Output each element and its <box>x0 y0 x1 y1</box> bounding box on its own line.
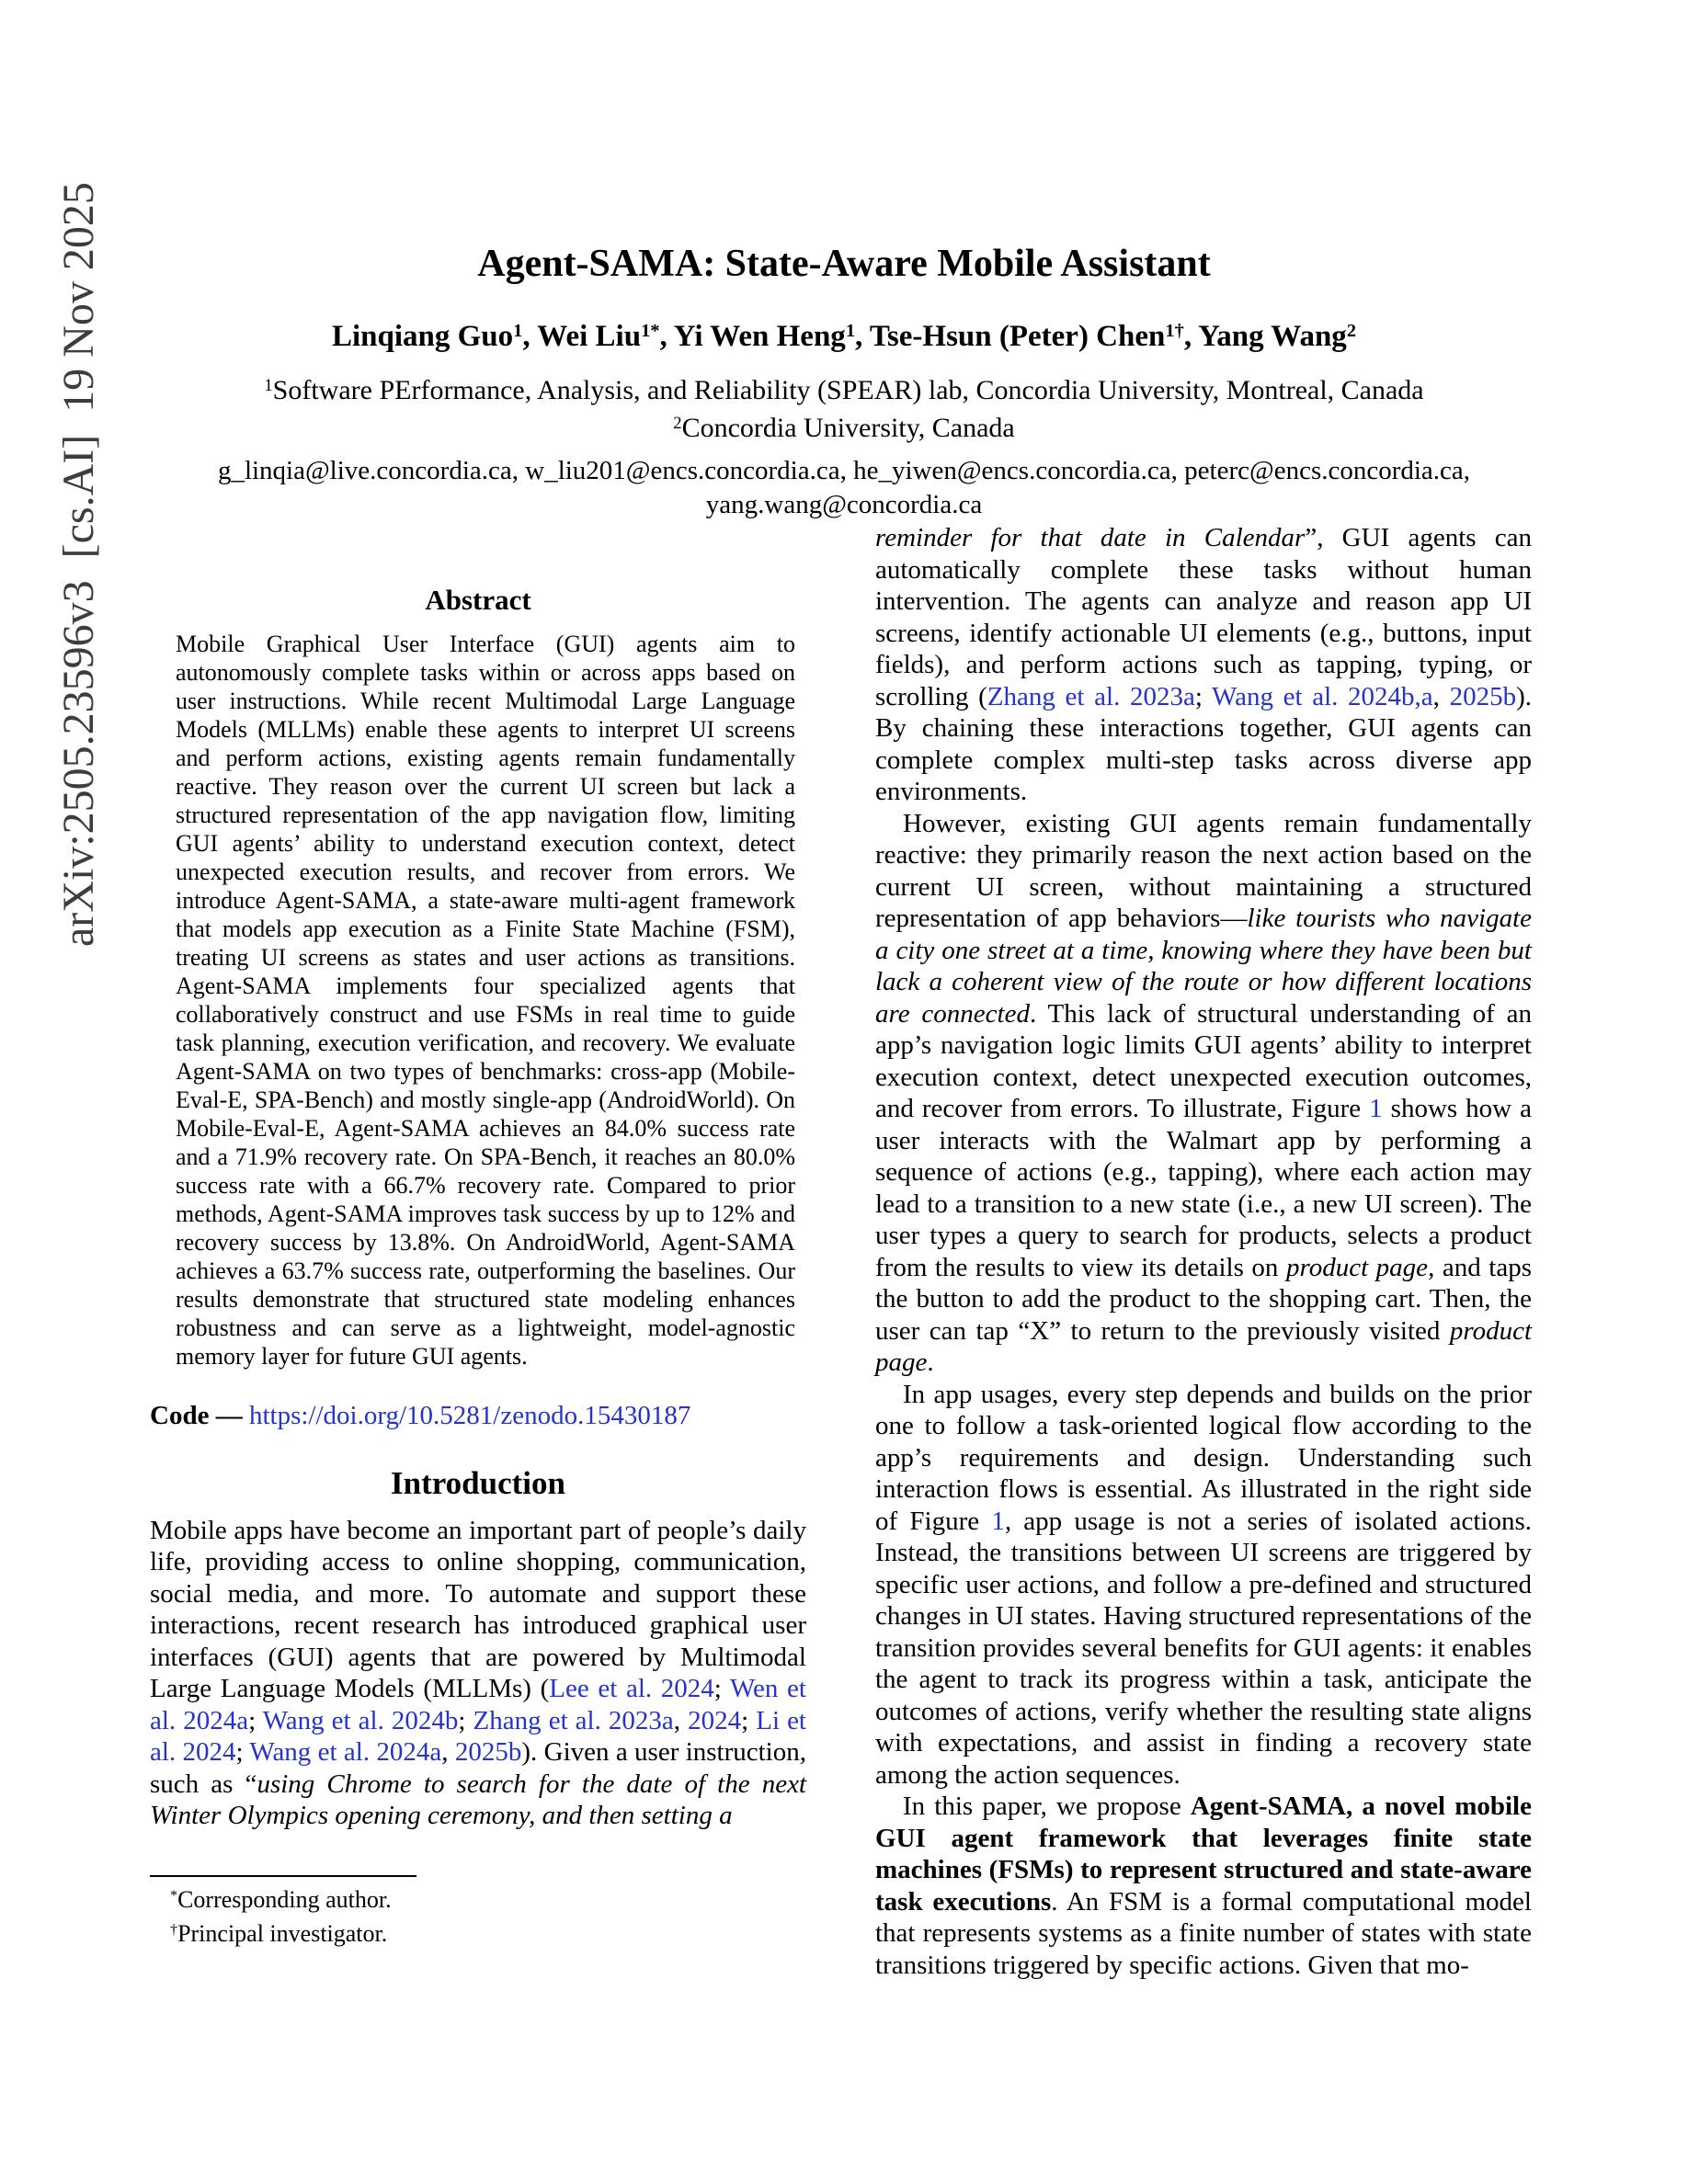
text-segment: Corresponding author. <box>177 1886 392 1913</box>
footnote-block <box>150 1875 806 1952</box>
text-segment: In app usages, every step depends and builds on the prior one to follow a task-oriented logical flow according to the app’s requirements and design. Understanding such interaction flows is essential. As illustrated in the right side of Figure <box>875 1379 1532 1536</box>
paper-title: Agent-SAMA: State-Aware Mobile Assistant <box>477 243 1211 285</box>
text-segment: Linqiang Guo <box>331 320 514 353</box>
abstract-text: Mobile Graphical User Interface (GUI) agents aim to autonomously complete tasks within or across apps based on user instructions. While recent Multimodal Large Language Models (MLLMs) enable these agents to interpret UI screens and perform actions, existing agents remain fundamentally reactive. They reason over the current UI screen but lack a structured representation of the app navigation flow, limiting GUI agents’ ability to understand execution context, detect unexpected execution results, and recover from errors. We introduce Agent-SAMA, a state-aware multi-agent framework that models app execution as a Finite State Machine (FSM), treating UI screens as states and user actions as transitions. Agent-SAMA implements four specialized agents that collaboratively construct and use FSMs in real time to guide task planning, execution verification, and recovery. We evaluate Agent-SAMA on two types of benchmarks: cross-app (Mobile-Eval-E, SPA-Bench) and mostly single-app (AndroidWorld). On Mobile-Eval-E, Agent-SAMA achieves an 84.0% success rate and a 71.9% recovery rate. On SPA-Bench, it reaches an 80.0% success rate with a 66.7% recovery rate. Compared to prior methods, Agent-SAMA improves task success by up to 12% and recovery success by 13.8%. On AndroidWorld, Agent-SAMA achieves a 63.7% success rate, outperforming the baselines. Our results demonstrate that structured state modeling enhances robustness and can serve as a lightweight, model-agnostic memory layer for future GUI agents. <box>176 630 795 1370</box>
text-segment: * <box>170 1888 178 1905</box>
text-segment: However, existing GUI agents remain fundamentally reactive: they primarily reason the next action based on the current UI screen, without maintaining a structured representation of app behaviors— <box>875 808 1532 933</box>
text-segment: 1 <box>845 321 856 342</box>
text-segment: 1 <box>513 321 523 342</box>
text-segment: ; <box>1194 681 1213 711</box>
paper-header <box>0 241 1688 522</box>
text-segment: Software PErformance, Analysis, and Reliability (SPEAR) lab, Concordia University, Montreal, Canada <box>272 375 1424 405</box>
introduction-heading: Introduction <box>391 1465 565 1501</box>
text-segment: ; <box>741 1705 757 1735</box>
text-segment: , app usage is not a series of isolated actions. Instead, the transitions between UI screens are triggered by specific user actions, and follow a pre-defined and structured changes in UI states. Having structured representations of the transition provides several benefits for GUI agents: it enables the agent to track its progress within a task, anticipate the outcomes of actions, verify whether the resulting state aligns with expectations, and assist in finding a recovery state among the action sequences. <box>875 1506 1532 1790</box>
text-segment: using Chrome to search for the date of the next Winter Olympics opening ceremony, and then setting a <box>150 1769 807 1830</box>
text-segment: , <box>441 1737 455 1767</box>
emails-line-2: yang.wang@concordia.ca <box>705 490 983 519</box>
text-segment: , Yang Wang <box>1183 320 1347 353</box>
link[interactable]: 2024 <box>688 1705 742 1735</box>
footnote-corresponding-author <box>150 1884 806 1918</box>
text-segment: like tourists who navigate a city one street at a time, knowing where they have been but lack a coherent view of the route or how different locations are connected <box>875 904 1532 1029</box>
text-segment: reminder for that date in Calendar <box>875 523 1306 552</box>
link[interactable]: 2025b <box>1449 681 1517 711</box>
link[interactable]: 1 <box>991 1506 1005 1536</box>
text-segment: Concordia University, Canada <box>681 413 1015 443</box>
left-column <box>150 585 806 1832</box>
text-segment: , and taps the button to add the product to the shopping cart. Then, the user can tap “X” to return to the previously visited <box>875 1252 1533 1346</box>
text-segment: † <box>170 1922 178 1939</box>
link[interactable]: Wang et al. 2024b,a <box>1212 681 1433 711</box>
paragraph <box>875 808 1532 1379</box>
link[interactable]: 1 <box>1369 1094 1383 1123</box>
link[interactable]: 2025b <box>454 1737 522 1767</box>
text-segment: ; <box>458 1705 473 1735</box>
text-segment: product page <box>1285 1252 1429 1282</box>
emails-line-1: g_linqia@live.concordia.ca, w_liu201@encs.concordia.ca, he_yiwen@encs.concordia.ca, peterc@encs.concordia.ca, <box>217 456 1471 485</box>
text-segment: ; <box>248 1705 263 1735</box>
text-segment: ; <box>235 1737 250 1767</box>
link[interactable]: Lee et al. 2024 <box>549 1674 714 1703</box>
text-segment: 1 <box>264 376 273 396</box>
text-segment: ). Given a user instruction, such as “ <box>150 1737 806 1799</box>
footnote-rule <box>150 1875 416 1877</box>
text-segment: Agent-SAMA, a novel mobile GUI agent framework that leverages finite state machines (FSMs) to represent structured and state-aware task executions <box>875 1792 1532 1917</box>
code-link-line <box>150 1400 806 1432</box>
affiliation-line-2 <box>0 411 1688 449</box>
text-segment: ”, GUI agents can automatically complete these tasks without human intervention. The agents can analyze and reason app UI screens, identify actionable UI elements (e.g., buttons, input fields), and perform actions such as tapping, typing, or scrolling ( <box>875 523 1532 711</box>
text-segment: , Yi Wen Heng <box>659 320 846 353</box>
link[interactable]: https://doi.org/10.5281/zenodo.15430187 <box>248 1400 691 1430</box>
paragraph <box>875 1791 1532 1981</box>
link[interactable]: Zhang et al. 2023a <box>473 1705 674 1735</box>
text-segment: . An FSM is a formal computational model that represents systems as a finite number of states with state transitions triggered by specific actions. Given that mo- <box>875 1886 1532 1980</box>
text-segment: ). By chaining these interactions together, GUI agents can complete complex multi-step tasks across diverse app environments. <box>875 681 1532 806</box>
text-segment: , Wei Liu <box>522 320 642 353</box>
text-segment: , Tse-Hsun (Peter) Chen <box>855 320 1166 353</box>
text-segment: , <box>1432 681 1450 711</box>
affiliation-line-1 <box>0 373 1688 411</box>
footnote-principal-investigator <box>150 1918 806 1952</box>
intro-paragraph-1 <box>150 1515 806 1832</box>
text-segment: 2 <box>673 414 682 434</box>
right-column <box>875 522 1532 1981</box>
text-segment: ; <box>713 1674 730 1703</box>
link[interactable]: Li et al. 2024 <box>150 1705 806 1767</box>
text-segment: Mobile apps have become an important part of people’s daily life, providing access to online shopping, communication, social media, and more. To automate and support these interactions, recent research has introduced graphical user interfaces (GUI) agents that are powered by Multimodal Large Language Models (MLLMs) ( <box>150 1515 806 1703</box>
text-segment: product page <box>875 1315 1532 1377</box>
text-segment: 1† <box>1165 321 1184 342</box>
paragraph <box>875 1379 1532 1792</box>
link[interactable]: Zhang et al. 2023a <box>987 681 1195 711</box>
link[interactable]: Wang et al. 2024a <box>249 1737 442 1767</box>
text-segment: shows how a user interacts with the Walmart app by performing a sequence of actions (e.g., tapping), where each action may lead to a transition to a new state (i.e., a new UI screen). The user types a query to search for products, selects a product from the results to view its details on <box>875 1094 1532 1282</box>
text-segment: . <box>927 1348 934 1377</box>
text-segment: . This lack of structural understanding of an app’s navigation logic limits GUI agents’ ability to interpret execution context, detect unexpected execution outcomes, and recover from errors. To illustrate, Figure <box>875 998 1533 1123</box>
text-segment: Code — <box>150 1400 249 1430</box>
link[interactable]: Wen et al. 2024a <box>150 1674 806 1735</box>
author-line <box>0 318 1688 358</box>
paper-page: arXiv:2505.23596v3 [cs.AI] 19 Nov 2025 Agent-SAMA: State-Aware Mobile Assistant Linqiang Guo$^1$, Wei Liu$^{1*}$, Yi Wen Heng$^1$, Tse-Hsun (Peter) Chen$^{1\dagger}$, Yang Wang$^2$ $^1$Software PErformance, Analysis, and Reliability (SPEAR) lab, Concordia University, Montreal, Canada $^2$Concordia University, Canada g_linqia@live.concordia.ca, w_liu201@encs.concordia.ca, he_yiwen@encs.concordia.ca, peterc@encs.concordia.ca, yang.wang@concordia.ca Abstract Mobile Graphical User Interface (GUI) agents aim to autonomously complete tasks within or across apps based on user instructions. While recent Multimodal Large Language Models (MLLMs) enable these agents to interpret UI screens and perform actions, existing agents remain fundamentally reactive. They reason over the current UI screen but lack a structured representation of the app navigation flow, limiting GUI agents’ ability to understand execution context, detect unexpected execution results, and recover from errors. We introduce Agent-SAMA, a state-aware multi-agent framework that models app execution as a Finite State Machine (FSM), treating UI screens as states and user actions as transitions. Agent-SAMA implements four specialized agents that collaboratively construct and use FSMs in real time to guide task planning, execution verification, and recovery. We evaluate Agent-SAMA on two types of benchmarks: cross-app (Mobile-Eval-E, SPA-Bench) and mostly single-app (AndroidWorld). On Mobile-Eval-E, Agent-SAMA achieves an 84.0% success rate and a 71.9% recovery rate. On SPA-Bench, it reaches an 80.0% success rate with a 66.7% recovery rate. Compared to prior methods, Agent-SAMA improves task success by up to 12% and recovery success by 13.8%. On AndroidWorld, Agent-SAMA achieves a 63.7% success rate, outperforming the baselines. Our results demonstrate that structured state modeling enhances robustness and can serve as a lightweight, model-agnostic memory layer for future GUI agents. Code — https://doi.org/10.5281/zenodo.15430187 Introduction Mobile apps have become an important part of people’s daily life, providing access to online shopping, communication, social media, and more. To automate and support these interactions, recent research has introduced graphical user interfaces (GUI) agents that are powered by Multimodal Large Language Models (MLLMs) (Lee et al. 2024; Wen et al. 2024a; Wang et al. 2024b; Zhang et al. 2023a, 2024; Li et al. 2024; Wang et al. 2024a, 2025b). Given a user instruction, such as “using Chrome to search for the date of the next Winter Olympics opening ceremony, and then setting a *Corresponding author. †Principal investigator. reminder for that date in Calendar”, GUI agents can automatically complete these tasks without human intervention. The agents can analyze and reason app UI screens, identify actionable UI elements (e.g., buttons, input fields), and perform actions such as tapping, typing, or scrolling (Zhang et al. 2023a; Wang et al. 2024b,a, 2025b). By chaining these interactions together, GUI agents can complete complex multi-step tasks across diverse app environments. However, existing GUI agents remain fundamentally reactive: they primarily reason the next action based on the current UI screen, without maintaining a structured representation of app behaviors—like tourists who navigate a city one street at a time, knowing where they have been but lack a coherent view of the route or how different locations are connected. This lack of structural understanding of an app’s navigation logic limits GUI agents’ ability to interpret execution context, detect unexpected execution outcomes, and recover from errors. To illustrate, Figure 1 shows how a user interacts with the Walmart app by performing a sequence of actions (e.g., tapping), where each action may lead to a transition to a new state (i.e., a new UI screen). The user types a query to search for products, selects a product from the results to view its details on product page, and taps the button to add the product to the shopping cart. Then, the user can tap “X” to return to the previously visited product page. In app usages, every step depends and builds on the prior one to follow a task-oriented logical flow according to the app’s requirements and design. Understanding such interaction flows is essential. As illustrated in the right side of Figure 1, app usage is not a series of isolated actions. Instead, the transitions between UI screens are triggered by specific user actions, and follow a pre-defined and structured changes in UI states. Having structured representations of the transition provides several benefits for GUI agents: it enables the agent to track its progress within a task, anticipate the outcomes of actions, verify whether the resulting state aligns with expectations, and assist in finding a recovery state among the action sequences. In this paper, we propose Agent-SAMA, a novel mobile GUI agent framework that leverages finite state machines (FSMs) to represent structured and state-aware task executions. An FSM is a formal computational model that represents systems as a finite number of states with state transitions triggered by specific actions. Given that mo- <box>0 0 1688 2184</box>
text-segment: In this paper, we propose <box>903 1792 1191 1821</box>
text-segment: Principal investigator. <box>177 1920 388 1947</box>
link[interactable]: Wang et al. 2024b <box>262 1705 459 1735</box>
text-segment: 2 <box>1346 321 1357 342</box>
text-segment: 1* <box>641 321 660 342</box>
abstract-heading: Abstract <box>425 584 531 616</box>
text-segment: , <box>673 1705 689 1735</box>
paragraph <box>875 522 1532 808</box>
